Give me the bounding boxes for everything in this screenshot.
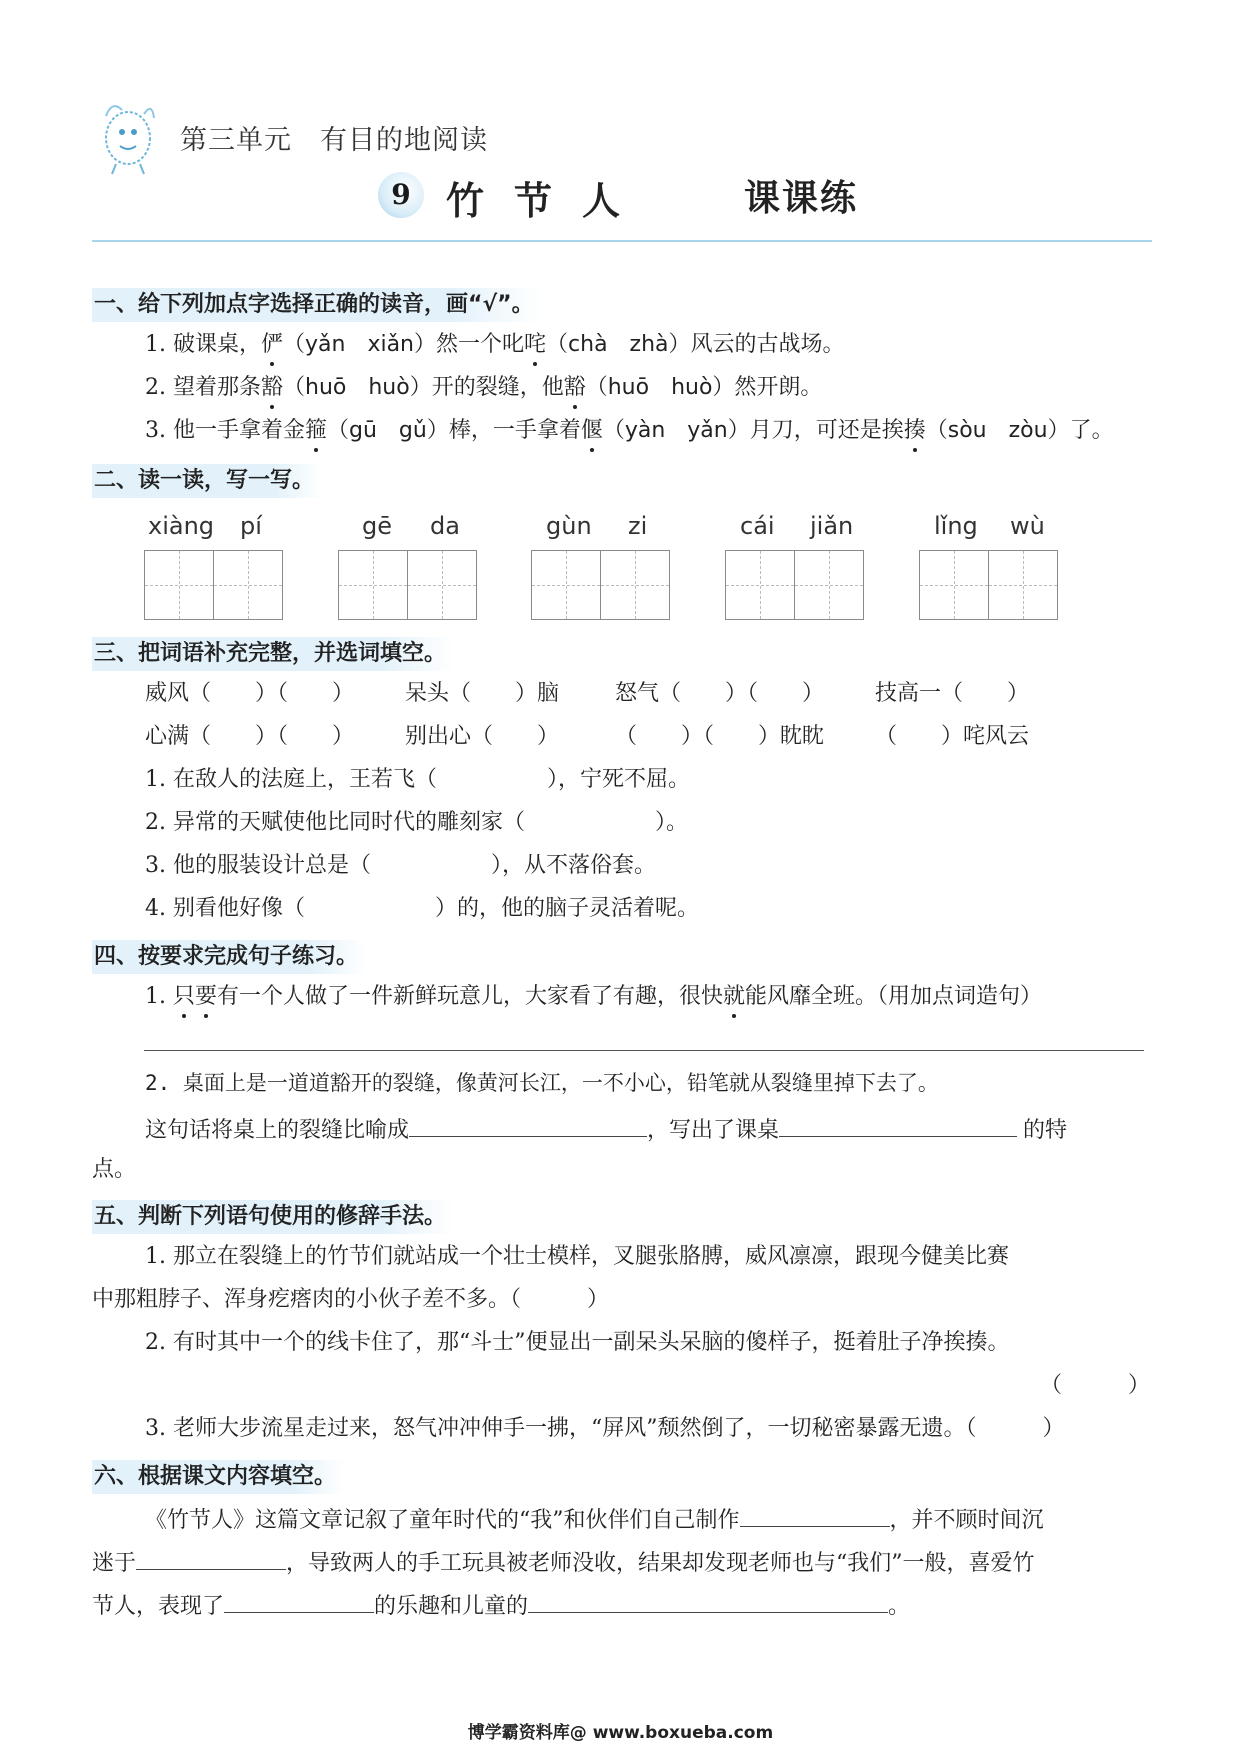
s4-answer-line[interactable] <box>144 1050 1144 1051</box>
s4-item-1 <box>145 982 1042 1012</box>
section3-heading: 三、把词语补充完整，并选词填空。 <box>92 637 454 671</box>
s1-i2-dot1: 豁 <box>261 373 283 403</box>
lesson-title: 竹节人 <box>446 178 651 223</box>
s1-i3-dot1: 箍 <box>305 416 327 446</box>
s6-blank-4[interactable] <box>528 1588 888 1613</box>
s1-item-3 <box>145 416 1114 446</box>
s1-i1-dot2: 咤 <box>524 330 546 360</box>
s3-r1-w2: 呆头（ ）脑 <box>405 681 560 706</box>
lesson-tag: 课课练 <box>744 178 859 219</box>
s6-l2-a: 迷于 <box>92 1551 137 1576</box>
section6-heading: 六、根据课文内容填空。 <box>92 1460 344 1494</box>
pinyin-4b: jiǎn <box>810 512 854 540</box>
s3-r1-w3: 怒气（ ）（ ） <box>615 681 825 706</box>
s3-r2-w4: （ ）咤风云 <box>875 724 1030 749</box>
s5-item-1-line-2: 中那粗脖子、浑身疙瘩肉的小伙子差不多。（ ） <box>92 1287 610 1312</box>
mascot-logo <box>92 92 162 176</box>
s6-l1-b: ，并不顾时间沉 <box>889 1508 1044 1533</box>
pinyin-5b: wù <box>1010 512 1045 540</box>
s4-blank-2[interactable] <box>779 1112 1017 1137</box>
s4-i1-dot1: 只 <box>173 982 195 1012</box>
pinyin-3a: gùn <box>546 512 592 540</box>
s3-r2-w1: 心满（ ）（ ） <box>145 724 355 749</box>
s1-i3-dot2: 偃 <box>581 416 603 446</box>
char-grid-box[interactable] <box>600 550 670 620</box>
s4-i1-e: 能风靡全班。（用加点词造句） <box>745 984 1043 1009</box>
unit-label: 第三单元 <box>180 125 292 156</box>
s3-s3-a: 3. 他的服装设计总是（ <box>145 853 371 878</box>
s3-s4-a: 4. 别看他好像（ <box>145 896 305 921</box>
header-divider <box>92 240 1152 242</box>
unit-title <box>180 118 488 157</box>
s6-blank-1[interactable] <box>740 1502 890 1527</box>
s4-q-d: 点。 <box>92 1157 137 1182</box>
s5-item-3: 3. 老师大步流星走过来，怒气冲冲伸手一拂，“屏风”颓然倒了，一切秘密暴露无遗。（ ） <box>145 1416 1065 1441</box>
s4-i1-a: 1. <box>145 984 173 1009</box>
section1-heading: 一、给下列加点字选择正确的读音，画“√”。 <box>92 288 542 322</box>
s1-i2-text-b: （huō huò）开的裂缝，他 <box>283 375 564 400</box>
s1-item-2 <box>145 373 822 403</box>
s3-sentence-3 <box>145 851 656 881</box>
pinyin-5a: lǐng <box>934 512 978 540</box>
s1-i2-text-c: （huō huò）然开朗。 <box>585 375 823 400</box>
s6-line-3 <box>92 1588 910 1622</box>
pinyin-1a: xiàng <box>148 512 215 540</box>
s3-s2-b: ）。 <box>655 810 689 835</box>
s1-i1-text-b: （yǎn xiǎn）然一个叱 <box>283 332 525 357</box>
s3-s2-a: 2. 异常的天赋使他比同时代的雕刻家（ <box>145 810 525 835</box>
pinyin-4a: cái <box>740 512 775 540</box>
s4-item-2-question <box>145 1112 1067 1146</box>
section5-heading: 五、判断下列语句使用的修辞手法。 <box>92 1200 454 1234</box>
s4-q-b: ，写出了课桌 <box>647 1118 780 1143</box>
s6-blank-3[interactable] <box>224 1588 374 1613</box>
s5-item-2-line-1: 2. 有时其中一个的线卡住了，那“斗士”便显出一副呆头呆脑的傻样子，挺着肚子净挨揍。 <box>145 1330 1010 1355</box>
s4-q-c: 的特 <box>1023 1118 1068 1143</box>
s1-i1-text-a: 1. 破课桌， <box>145 332 261 357</box>
s3-sentence-1 <box>145 765 690 795</box>
s4-q-a: 这句话将桌上的裂缝比喻成 <box>145 1118 410 1143</box>
char-grid-box[interactable] <box>407 550 477 620</box>
char-grid-box[interactable] <box>988 550 1058 620</box>
s3-sentence-2 <box>145 808 688 838</box>
s3-s4-b: ）的，他的脑子灵活着呢。 <box>434 896 699 921</box>
s3-s1-a: 1. 在敌人的法庭上，王若飞（ <box>145 767 437 792</box>
s6-l3-a: 节人，表现了 <box>92 1594 225 1619</box>
unit-topic: 有目的地阅读 <box>320 125 488 156</box>
s1-item-1 <box>145 330 845 360</box>
s6-l2-b: ，导致两人的手工玩具被老师没收，结果却发现老师也与“我们”一般，喜爱竹 <box>286 1551 1035 1576</box>
s1-i3-text-c: （yàn yǎn）月刀，可还是挨 <box>602 418 904 443</box>
s3-s1-b: ），宁死不屈。 <box>546 767 690 792</box>
s3-r1-w1: 威风（ ）（ ） <box>145 681 355 706</box>
s1-i1-text-c: （chà zhà）风云的古战场。 <box>546 332 845 357</box>
char-grid-box[interactable] <box>531 550 601 620</box>
s4-i1-dot3: 就 <box>723 982 745 1012</box>
section4-heading: 四、按要求完成句子练习。 <box>92 940 366 974</box>
pinyin-2a: gē <box>362 512 392 540</box>
s3-s3-b: ），从不落俗套。 <box>490 853 656 878</box>
s4-item-2: 2. 桌面上是一道道豁开的裂缝，像黄河长江，一不小心，铅笔就从裂缝里掉下去了。 <box>145 1071 939 1095</box>
char-grid-box[interactable] <box>338 550 408 620</box>
lesson-number-badge: 9 <box>378 172 424 218</box>
s6-line-1 <box>145 1502 1044 1536</box>
s6-l3-c: 。 <box>888 1594 911 1619</box>
s1-i2-text-a: 2. 望着那条 <box>145 375 261 400</box>
s6-blank-2[interactable] <box>136 1545 286 1570</box>
footer-watermark: 博学霸资料库@ www.boxueba.com <box>467 1723 774 1743</box>
char-grid-box[interactable] <box>144 550 214 620</box>
s4-i1-dot2: 要 <box>195 982 217 1012</box>
section2-heading: 二、读一读，写一写。 <box>92 464 322 498</box>
s4-blank-1[interactable] <box>409 1112 647 1137</box>
s1-i3-text-e: （sòu zòu）了。 <box>925 418 1114 443</box>
char-grid-box[interactable] <box>213 550 283 620</box>
char-grid-box[interactable] <box>794 550 864 620</box>
s1-i2-dot2: 豁 <box>564 373 586 403</box>
s3-r2-w2: 别出心（ ） <box>405 724 560 749</box>
char-grid-box[interactable] <box>919 550 989 620</box>
s1-i3-text-a: 3. 他一手拿着金 <box>145 418 305 443</box>
s5-item-2-line-2: （ ） <box>1040 1373 1151 1398</box>
s6-l1-a: 《竹节人》这篇文章记叙了童年时代的“我”和伙伴们自己制作 <box>145 1508 740 1533</box>
s6-line-2 <box>92 1545 1035 1579</box>
pinyin-2b: da <box>430 512 460 540</box>
s3-sentence-4 <box>145 894 699 924</box>
s6-l3-b: 的乐趣和儿童的 <box>374 1594 529 1619</box>
s3-r2-w3: （ ）（ ）眈眈 <box>615 724 825 749</box>
s3-r1-w4: 技高一（ ） <box>875 681 1030 706</box>
s4-i1-c: 有一个人做了一件新鲜玩意儿，大家看了有趣，很快 <box>217 984 724 1009</box>
char-grid-box[interactable] <box>725 550 795 620</box>
s1-i3-dot3: 揍 <box>904 416 926 446</box>
pinyin-3b: zi <box>628 512 648 540</box>
s1-i1-dot1: 俨 <box>261 330 283 360</box>
s5-item-1-line-1: 1. 那立在裂缝上的竹节们就站成一个壮士模样，叉腿张胳膊，威风凛凛，跟现今健美比赛 <box>145 1244 1009 1269</box>
pinyin-1b: pí <box>240 512 262 540</box>
s1-i3-text-b: （gū gǔ）棒，一手拿着 <box>327 418 581 443</box>
